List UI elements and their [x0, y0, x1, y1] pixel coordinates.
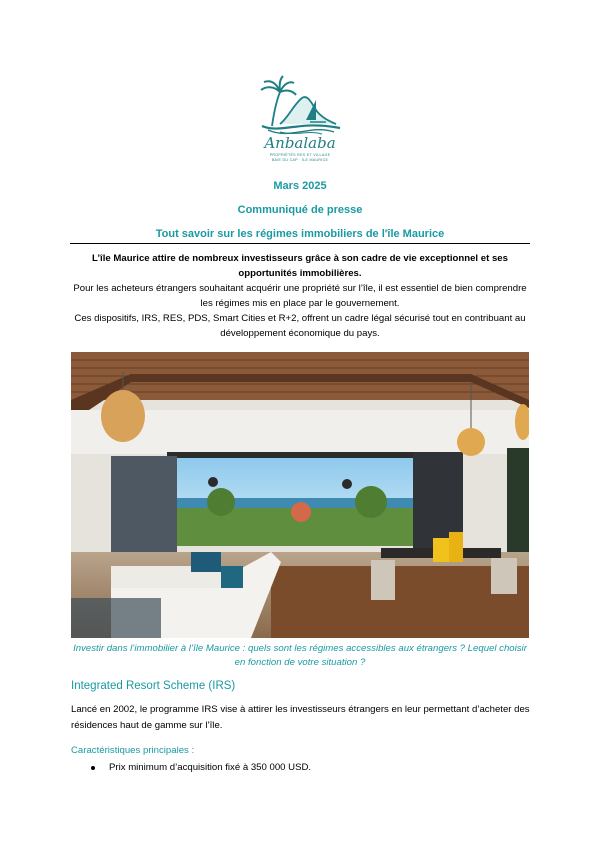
logo-subtitle-line2: BAIE DU CAP · ÎLE MAURICE: [271, 158, 329, 162]
section-paragraph: Lancé en 2002, le programme IRS vise à attirer les investisseurs étrangers en leur permettant d’acheter des résidences haut de gamme sur l’île.: [71, 704, 530, 731]
logo-subtitle: [250, 153, 350, 163]
features-list: [71, 761, 531, 775]
intro-lead: L’île Maurice attire de nombreux investisseurs grâce à son cadre de vie exceptionnel et ses opportunités immobilières.: [92, 253, 508, 279]
villa-interior-photo: [71, 352, 529, 638]
photo-caption: Investir dans l’immobilier à l’île Maurice : quels sont les régimes accessibles aux étrangers ? Lequel choisir en fonction de votre situation ?: [73, 643, 527, 668]
logo-subtitle-line1: PROPRIÉTÉS RES ET VILLAGE: [269, 153, 331, 157]
divider: [70, 243, 530, 244]
section-subtitle: Caractéristiques principales :: [71, 745, 195, 756]
section-title: Integrated Resort Scheme (IRS): [71, 680, 236, 692]
logo-name: Anbalaba: [264, 134, 336, 152]
intro-paragraph-2: Ces dispositifs, IRS, RES, PDS, Smart Cities et R+2, offrent un cadre légal sécurisé tout en contribuant au développement économique du pays.: [74, 313, 526, 339]
list-item-text: Prix minimum d’acquisition fixé à 350 000 USD.: [109, 762, 312, 773]
bullet-icon: [91, 766, 95, 770]
intro-paragraph-1: Pour les acheteurs étrangers souhaitant acquérir une propriété sur l’île, il est essentiel de bien comprendre les régimes mis en place par le gouvernement.: [73, 283, 527, 309]
headline: Tout savoir sur les régimes immobiliers de l'île Maurice: [155, 228, 445, 240]
release-kind: Communiqué de presse: [237, 204, 363, 216]
list-item: [71, 761, 531, 775]
release-date: Mars 2025: [273, 180, 327, 192]
intro: [70, 251, 530, 341]
